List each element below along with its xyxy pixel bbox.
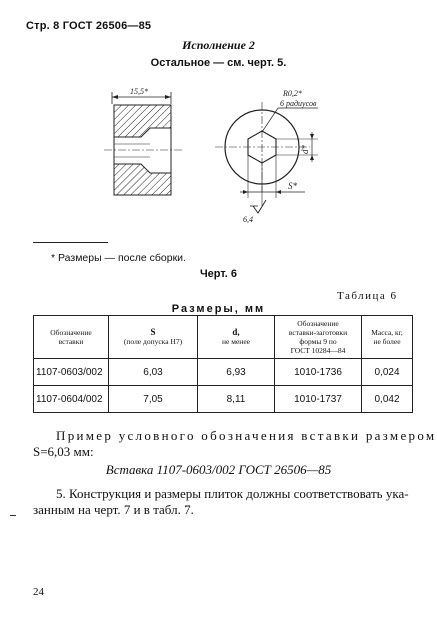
- col-header-d: d, не менее: [198, 316, 275, 359]
- example-designation: Вставка 1107-0603/002 ГОСТ 26506—85: [105, 462, 332, 477]
- radius-label: R0,2*: [283, 89, 302, 98]
- example-size: S=6,03 мм:: [33, 444, 94, 459]
- example-intro: Пример условного обозначения вставки размером: [56, 428, 437, 443]
- table-label: Таблица 6: [337, 290, 398, 302]
- footnote-divider: [33, 242, 108, 243]
- cell-mass: 0,024: [362, 359, 413, 386]
- page-header: Стр. 8 ГОСТ 26506—85: [26, 20, 152, 32]
- dim-d-label: d*: [300, 145, 310, 154]
- col-header-blank: Обозначение вставки-заготовки формы 9 по ГОСТ 10284—84: [275, 316, 362, 359]
- cell-blank: 1010-1737: [275, 386, 362, 413]
- paragraph-line1: 5. Конструкция и размеры плиток должны соответствовать ука-: [56, 486, 409, 501]
- figure-caption: Черт. 6: [199, 268, 238, 280]
- margin-mark: [10, 515, 16, 516]
- cell-mass: 0,042: [362, 386, 413, 413]
- section-view: [104, 87, 182, 195]
- variant-title: Исполнение 2: [182, 38, 255, 52]
- variant-note: Остальное — см. черт. 5.: [150, 57, 287, 69]
- dim-s-label: S*: [288, 181, 297, 191]
- radius-note: 6 радиусов: [280, 99, 317, 108]
- table-row: [34, 359, 413, 386]
- table-title: Размеры, мм: [171, 303, 266, 315]
- sizes-table: [33, 315, 413, 413]
- table-row: [34, 386, 413, 413]
- cell-designation: 1107-0603/002: [34, 359, 109, 386]
- technical-drawing: [0, 0, 437, 240]
- paragraph-line2: занным на черт. 7 и в табл. 7.: [33, 502, 194, 517]
- cell-d: 8,11: [198, 386, 275, 413]
- dim-width-label: 15,5*: [130, 87, 148, 96]
- roughness-label: 6,4: [243, 215, 253, 224]
- cell-blank: 1010-1736: [275, 359, 362, 386]
- col-header-mass: Масса, кг, не более: [362, 316, 413, 359]
- page-number: 24: [33, 586, 44, 598]
- col-header-designation: Обозначение вставки: [34, 316, 109, 359]
- cell-s: 7,05: [109, 386, 198, 413]
- cell-designation: 1107-0604/002: [34, 386, 109, 413]
- end-view: [215, 89, 318, 224]
- cell-d: 6,93: [198, 359, 275, 386]
- footnote: * Размеры — после сборки.: [51, 252, 186, 264]
- col-header-s: S (поле допуска H7): [109, 316, 198, 359]
- cell-s: 6,03: [109, 359, 198, 386]
- table-header-row: [34, 316, 413, 359]
